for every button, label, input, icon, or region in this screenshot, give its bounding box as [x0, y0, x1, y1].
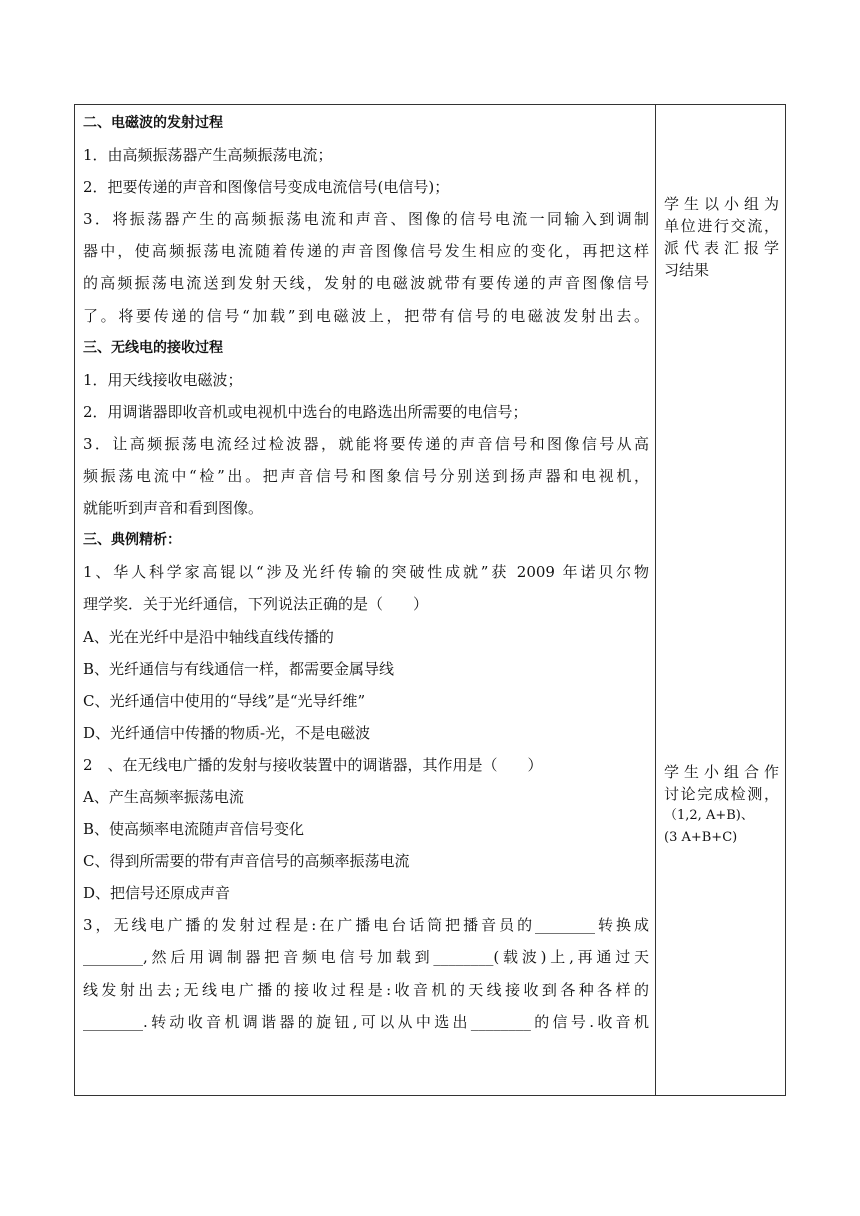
question-line: 线发射出去;无线电广播的接收过程是:收音机的天线接收到各种各样的	[83, 980, 649, 999]
note-line: 学生以小组为	[664, 195, 779, 213]
activity-note-exchange	[664, 193, 779, 281]
note-line: 单位进行交流，	[664, 217, 779, 235]
note-line: 派代表汇报学	[664, 239, 779, 257]
option-line: D、光纤通信中传播的物质-光，不是电磁波	[83, 723, 371, 742]
lesson-table	[74, 104, 786, 1096]
text-line: 1．用天线接收电磁波；	[83, 370, 243, 389]
activity-column	[656, 105, 785, 1095]
text-line: 就能听到声音和看到图像。	[83, 499, 264, 518]
question-line: ________,然后用调制器把音频电信号加载到________(载波)上,再通过天	[83, 948, 649, 967]
note-line: （1,2, A+B)、	[664, 808, 754, 823]
note-line: (3 A+B+C)	[664, 830, 738, 845]
text-line: 器中，使高频振荡电流随着传递的声音图像信号发生相应的变化，再把这样	[83, 242, 649, 261]
option-line: B、光纤通信与有线通信一样，都需要金属导线	[83, 659, 395, 678]
option-line: C、光纤通信中使用的“导线”是“光导纤维”	[83, 691, 366, 710]
text-line: 2．把要传递的声音和图像信号变成电流信号(电信号)；	[83, 178, 450, 197]
text-line: 2．用调谐器即收音机或电视机中选台的电路选出所需要的电信号；	[83, 402, 528, 421]
option-line: A、光在光纤中是沿中轴线直线传播的	[83, 627, 334, 646]
note-line: 讨论完成检测，	[664, 785, 779, 803]
note-line: 习结果	[664, 261, 710, 279]
text-line: 频振荡电流中“检”出。把声音信号和图象信号分别送到扬声器和电视机，	[83, 467, 649, 486]
question-line: ________.转动收音机调谐器的旋钮,可以从中选出________的信号.收音机	[83, 1012, 649, 1031]
content-column	[75, 105, 656, 1095]
text-line: 1．由高频振荡器产生高频振荡电流；	[83, 146, 333, 165]
option-line: C、得到所需要的带有声音信号的高频率振荡电流	[83, 852, 410, 871]
section-heading: 三、无线电的接收过程	[83, 339, 223, 356]
note-line: 学生小组合作	[664, 763, 779, 781]
section-heading: 三、典例精析：	[83, 532, 181, 549]
section-heading: 二、电磁波的发射过程	[83, 115, 223, 131]
text-line: 3．让高频振荡电流经过检波器，就能将要传递的声音信号和图像信号从高	[83, 434, 649, 453]
option-line: B、使高频率电流随声音信号变化	[83, 820, 305, 839]
option-line: A、产生高频率振荡电流	[83, 787, 244, 806]
question-line: 理学奖．关于光纤通信，下列说法正确的是（ ）	[83, 595, 429, 614]
text-line: 的高频振荡电流送到发射天线，发射的电磁波就带有要传递的声音图像信号	[83, 274, 649, 293]
option-line: D、把信号还原成声音	[83, 884, 231, 903]
question-line: 1、华人科学家高锟以“涉及光纤传输的突破性成就”获 2009 年诺贝尔物	[83, 563, 649, 582]
question-line: 3，无线电广播的发射过程是:在广播电台话筒把播音员的________转换成	[83, 916, 649, 935]
activity-note-cooperation	[664, 761, 779, 849]
text-line: 3．将振荡器产生的高频振荡电流和声音、图像的信号电流一同输入到调制	[83, 210, 649, 229]
text-line: 了。将要传递的信号“加载”到电磁波上，把带有信号的电磁波发射出去。	[83, 306, 649, 325]
question-line: 2 、在无线电广播的发射与接收装置中的调谐器，其作用是（ ）	[83, 755, 543, 774]
